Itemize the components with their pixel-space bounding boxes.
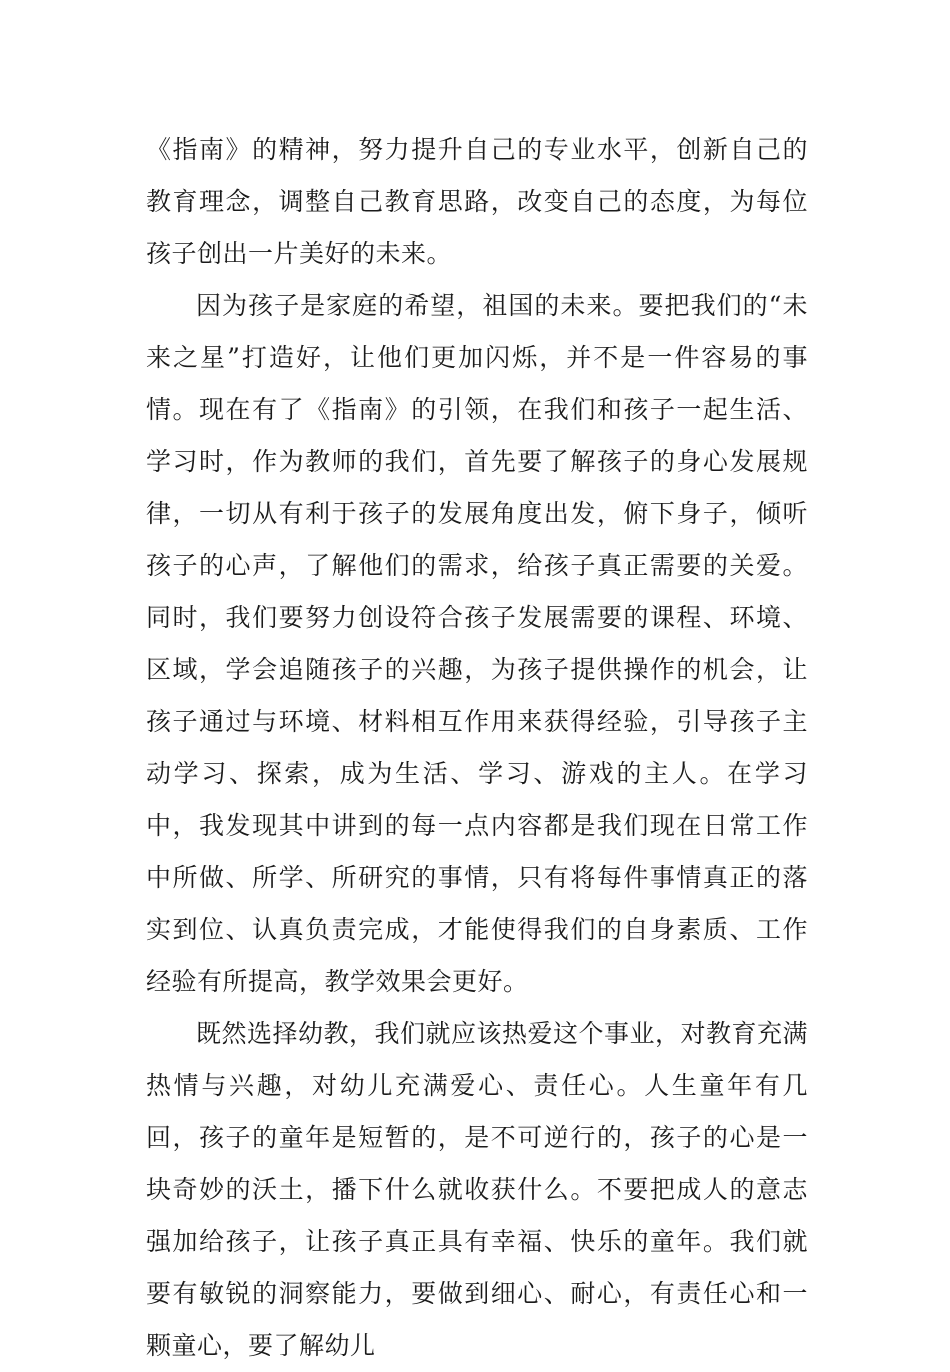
paragraph-2: 因为孩子是家庭的希望，祖国的未来。要把我们的“未来之星”打造好，让他们更加闪烁，并不是一件容易的事情。现在有了《指南》的引领，在我们和孩子一起生活、学习时，作为教师的我们，首先要了解孩子的身心发展规律，一切从有利于孩子的发展角度出发，俯下身子，倾听孩子的心声，了解他们的需求，给孩子真正需要的关爱。同时，我们要努力创设符合孩子发展需要的课程、环境、区域，学会追随孩子的兴趣，为孩子提供操作的机会，让孩子通过与环境、材料相互作用来获得经验，引导孩子主动学习、探索，成为生活、学习、游戏的主人。在学习中，我发现其中讲到的每一点内容都是我们现在日常工作中所做、所学、所研究的事情，只有将每件事情真正的落实到位、认真负责完成，才能使得我们的自身素质、工作经验有所提高，教学效果会更好。 [146, 291, 808, 996]
paragraph-1: 《指南》的精神，努力提升自己的专业水平，创新自己的教育理念，调整自己教育思路，改变自己的态度，为每位孩子创出一片美好的未来。 [146, 135, 808, 268]
document-body [146, 124, 808, 1372]
paragraph-3: 既然选择幼教，我们就应该热爱这个事业，对教育充满热情与兴趣，对幼儿充满爱心、责任心。人生童年有几回，孩子的童年是短暂的，是不可逆行的，孩子的心是一块奇妙的沃土，播下什么就收获什么。不要把成人的意志强加给孩子，让孩子真正具有幸福、快乐的童年。我们就要有敏锐的洞察能力，要做到细心、耐心，有责任心和一颗童心，要了解幼儿 [146, 1019, 809, 1360]
